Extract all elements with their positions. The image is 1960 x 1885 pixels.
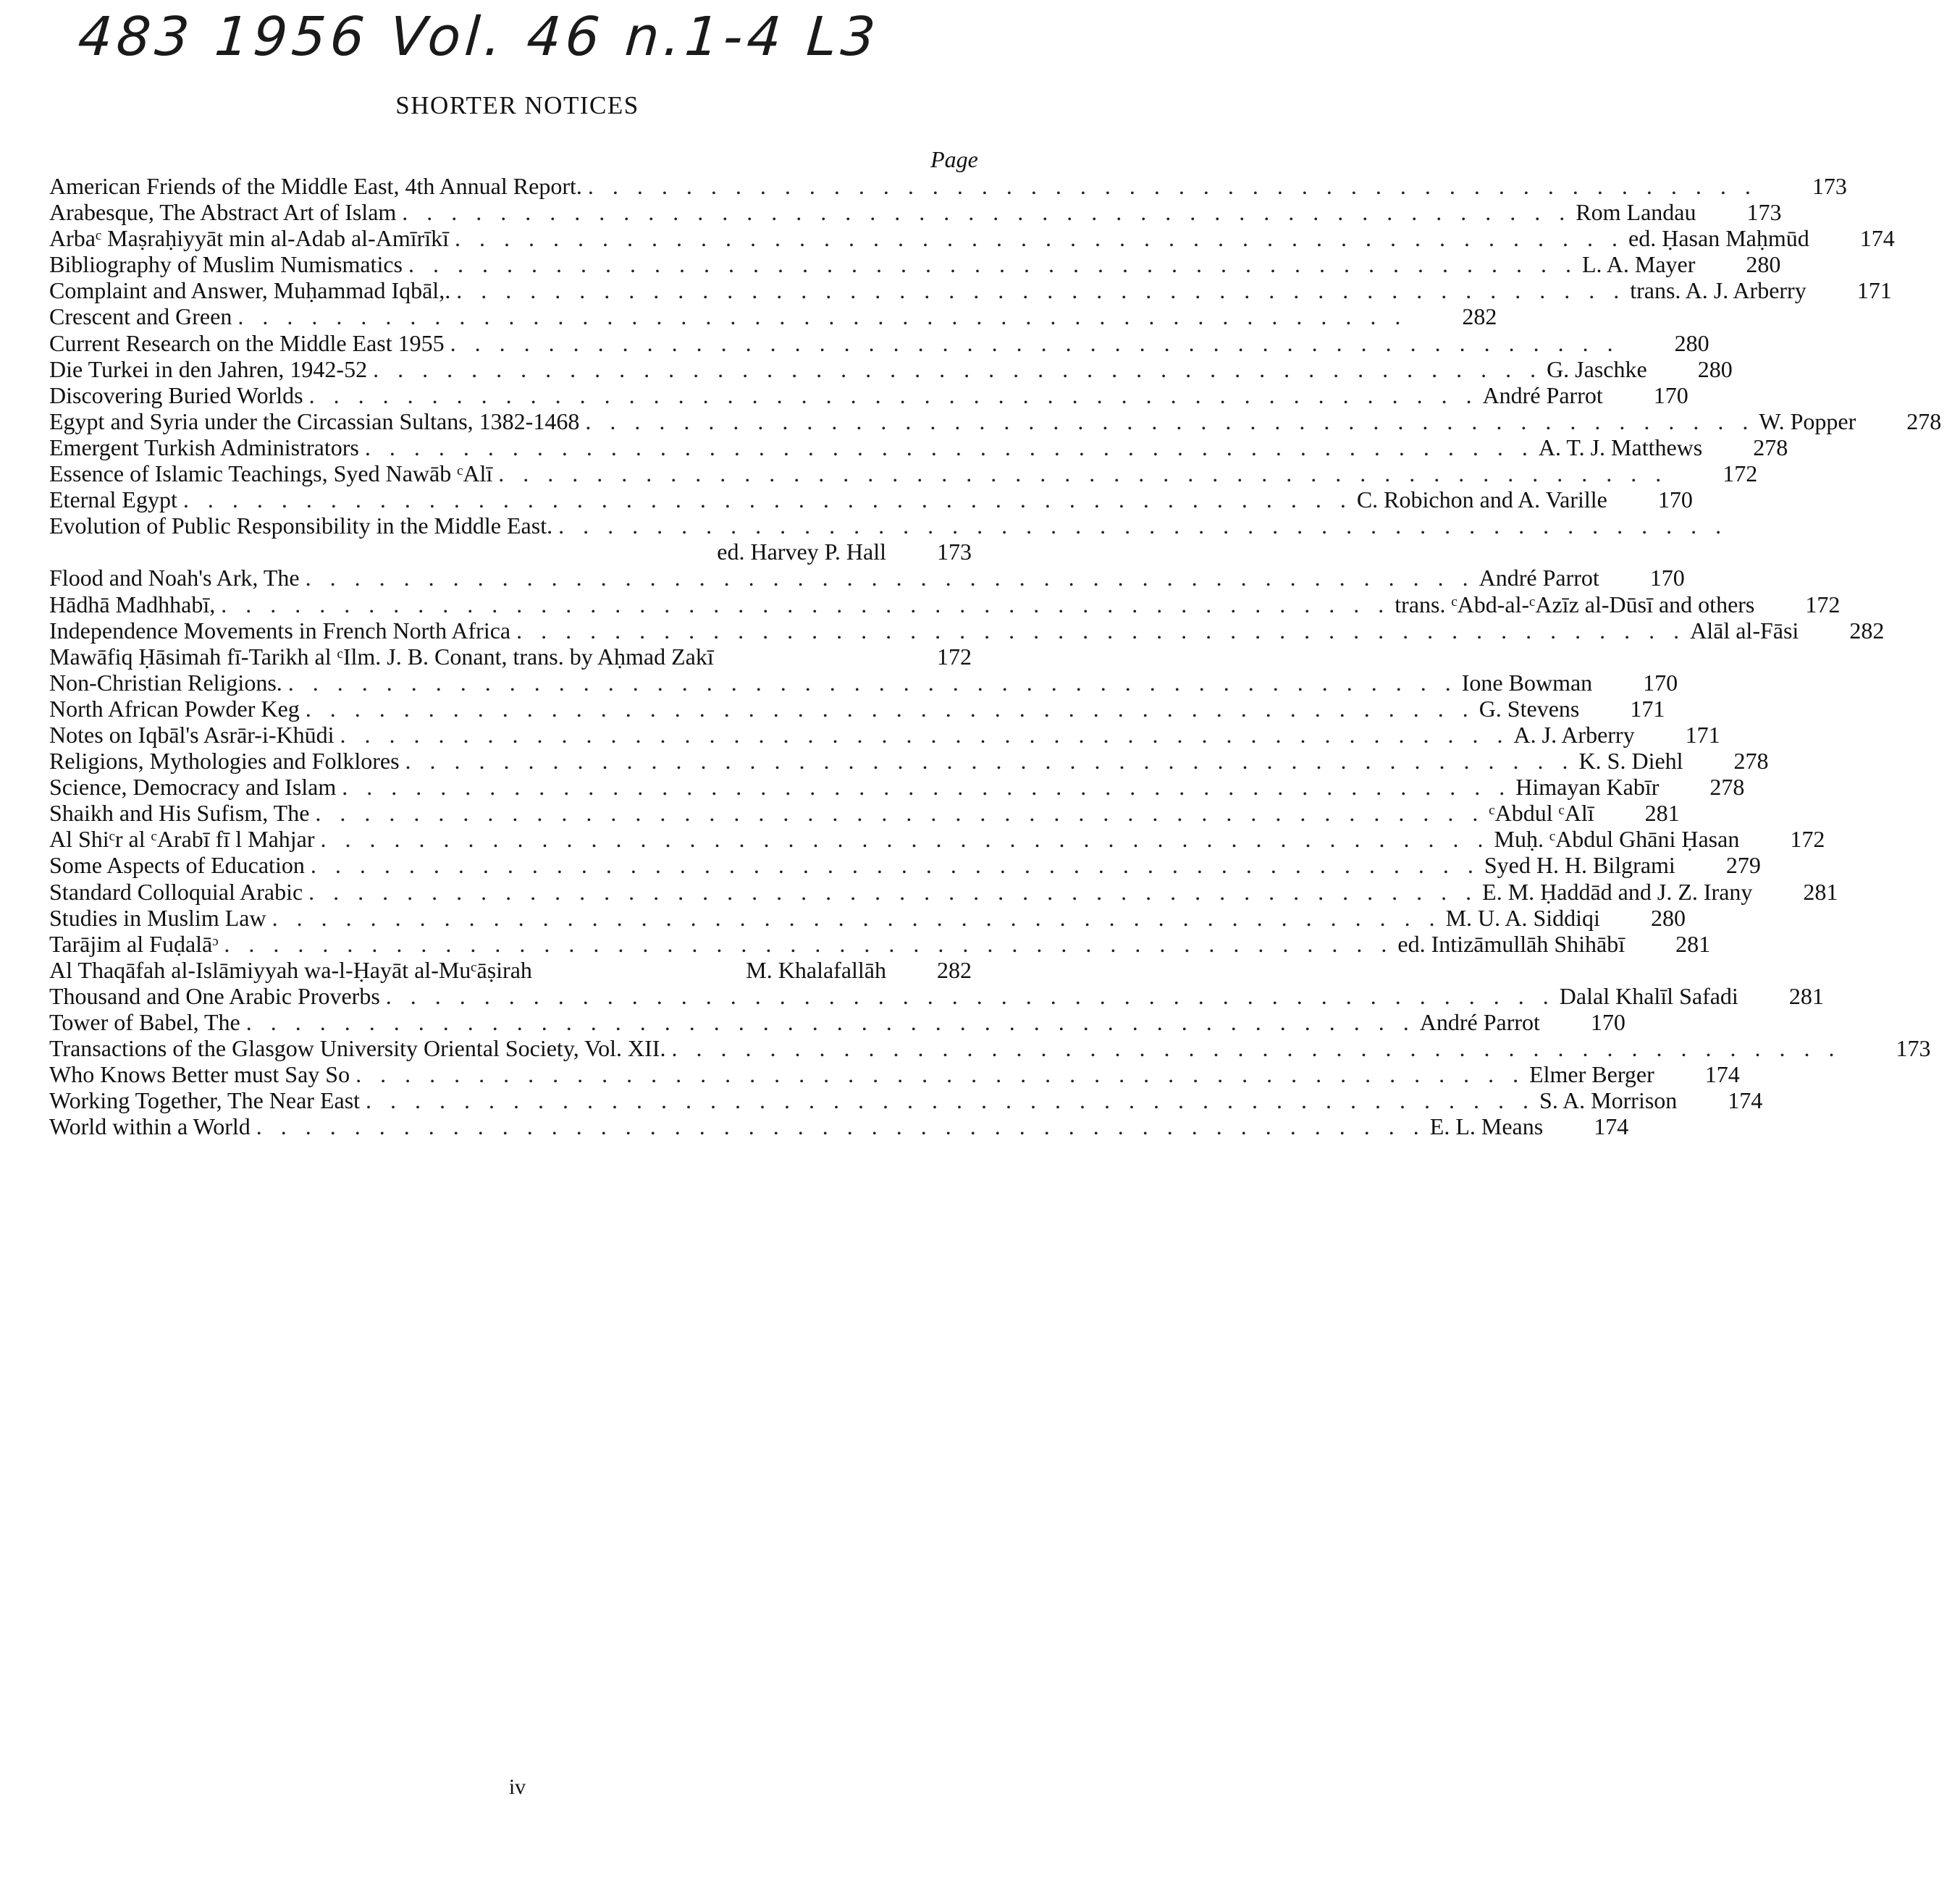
entry-page-number: 280 (1746, 251, 1781, 278)
handwritten-call-number: 483 1956 Vol. 46 n.1-4 L3 (75, 6, 882, 68)
dot-leader: . . . . . . . . . . . . . . . . . . . . . . . . . . . . . . . . . . . . . . . . . . . . . . . . (320, 826, 1490, 853)
entry-title: World within a World (49, 1113, 251, 1140)
index-entry (49, 329, 1709, 356)
entry-page-number: 172 (1805, 591, 1841, 617)
index-entry (49, 1035, 1931, 1062)
entry-page-number: 174 (1728, 1087, 1763, 1114)
entry-page-number: 281 (1803, 878, 1838, 905)
entry-author: Himayan Kabīr (1515, 774, 1660, 801)
entry-title: Some Aspects of Education (49, 852, 305, 879)
entry-page-number: 282 (1462, 303, 1497, 330)
entry-page-number: 281 (1675, 930, 1711, 957)
index-entry (49, 199, 1782, 226)
entry-author: K. S. Diehl (1578, 748, 1683, 775)
entry-title: Arbaᶜ Maṣraḥiyyāt min al-Adab al-Amīrīkī (49, 225, 450, 252)
entry-page-number: 278 (1709, 774, 1745, 801)
entry-author: W. Popper (1759, 408, 1856, 434)
entry-author: Syed H. H. Bilgrami (1484, 852, 1675, 879)
entry-author: A. T. J. Matthews (1538, 434, 1703, 460)
entry-author: Rom Landau (1576, 199, 1696, 226)
index-entry (49, 1009, 1625, 1035)
entry-author: G. Stevens (1479, 695, 1580, 722)
dot-leader: . . . . . . . . . . . . . . . . . . . . . . . . . . . . . . . . . . . . . . . . . . . . . . . . (671, 1035, 1841, 1062)
entry-page-number: 282 (1849, 617, 1885, 644)
dot-leader: . . . . . . . . . . . . . . . . . . . . . . . . . . . . . . . . . . . . . . . . . . . . . . . . (455, 225, 1625, 252)
entry-title: Emergent Turkish Administrators (49, 434, 359, 460)
dot-leader: . . . . . . . . . . . . . . . . . . . . . . . . . . . . . . . . . . . . . . . . . . . . . . . . (221, 591, 1391, 617)
dot-leader: . . . . . . . . . . . . . . . . . . . . . . . . . . . . . . . . . . . . . . . . . . . . . . . . (516, 617, 1686, 644)
index-entry (49, 930, 1711, 957)
dot-leader: . . . . . . . . . . . . . . . . . . . . . . . . . . . . . . . . . . . . . . . . . . . . . . . . (405, 748, 1575, 775)
index-entry (49, 591, 1841, 617)
entry-page-number: 170 (1657, 486, 1693, 513)
index-entry (49, 826, 1825, 853)
entry-title: Complaint and Answer, Muḥammad Iqbāl,. (49, 277, 451, 304)
dot-leader: . . . . . . . . . . . . . . . . . . . . . . . . . . . . . . . . . . . . . . . . . . . . . . . . (305, 695, 1475, 722)
entry-author: G. Jaschke (1547, 355, 1647, 382)
notices-index-list (49, 173, 1942, 1140)
entry-page-number: 172 (1790, 826, 1825, 853)
entry-title: Tarājim al Fuḍalāᵓ (49, 930, 219, 957)
entry-page-number: 172 (937, 643, 972, 670)
index-entry (49, 277, 1892, 304)
dot-leader: . . . . . . . . . . . . . . . . . . . . . . . . . . . . . . . . . . . . . . . . . . . . . . . . (498, 460, 1668, 487)
entry-title: Arabesque, The Abstract Art of Islam (49, 199, 397, 226)
index-entry (49, 355, 1733, 382)
entry-author: A. J. Arberry (1513, 721, 1635, 748)
entry-author: Elmer Berger (1529, 1061, 1654, 1088)
entry-author: André Parrot (1482, 381, 1603, 408)
entry-author: M. U. A. Siddiqi (1445, 904, 1600, 931)
page-column-label: Page (930, 146, 978, 172)
entry-author: André Parrot (1419, 1009, 1540, 1035)
index-entry (49, 565, 1685, 591)
dot-leader: . . . . . . . . . . . . . . . . . . . . . . . . . . . . . . . . . . . . . . . . . . . . . . . . (366, 1087, 1536, 1114)
index-entry (49, 251, 1781, 278)
index-entry (49, 669, 1678, 696)
index-entry (49, 957, 990, 983)
entry-author: C. Robichon and A. Varille (1356, 486, 1607, 513)
entry-title: Science, Democracy and Islam (49, 774, 337, 801)
entry-page-number: 280 (1697, 355, 1733, 382)
entry-title: Mawāfiq Ḥāsimah fī-Tarikh al ᶜIlm. J. B. Conant, trans. by Aḥmad Zakī (49, 643, 714, 670)
entry-title: Crescent and Green (49, 303, 232, 330)
entry-title: Flood and Noah's Ark, The (49, 565, 300, 591)
index-entry (49, 904, 1686, 931)
entry-page-number: 171 (1685, 721, 1720, 748)
entry-page-number: 173 (937, 539, 972, 565)
entry-title: Shaikh and His Sufism, The (49, 800, 310, 827)
entry-title: Religions, Mythologies and Folklores (49, 748, 400, 775)
entry-title: Bibliography of Muslim Numismatics (49, 251, 403, 278)
entry-page-number: 171 (1856, 277, 1892, 304)
entry-title: American Friends of the Middle East, 4th Annual Report. (49, 173, 582, 199)
entry-page-number: 280 (1674, 329, 1709, 356)
dot-leader: . . . . . . . . . . . . . . . . . . . . . . . . . . . . . . . . . . . . . . . . . . . . . . . . (402, 199, 1572, 226)
index-entry (49, 1061, 1740, 1088)
entry-author: E. L. Means (1429, 1113, 1544, 1140)
dot-leader: . . . . . . . . . . . . . . . . . . . . . . . . . . . . . . . . . . . . . . . . . . . . . . . . (224, 930, 1394, 957)
dot-leader: . . . . . . . . . . . . . . . . . . . . . . . . . . . . . . . . . . . . . . . . . . . . . . . . (308, 381, 1479, 408)
dot-leader: . . . . . . . . . . . . . . . . . . . . . . . . . . . . . . . . . . . . . . . . . . . . . . . . (340, 721, 1510, 748)
entry-title: Al Shiᶜr al ᶜArabī fī l Mahjar (49, 826, 315, 853)
dot-leader: . . . . . . . . . . . . . . . . . . . . . . . . . . . . . . . . . . . . . . . . . . . . . . . . (308, 878, 1479, 905)
entry-author: Alāl al-Fāsi (1690, 617, 1799, 644)
entry-title: Hādhā Madhhabī, (49, 591, 216, 617)
entry-page-number: 170 (1590, 1009, 1625, 1035)
dot-leader: . . . . . . . . . . . . . . . . . . . . . . . . . . . . . . . . . . . . . . . . . . . . . . . . (237, 303, 1408, 330)
entry-title: Evolution of Public Responsibility in the Middle East. (49, 513, 553, 539)
entry-page-number: 170 (1643, 669, 1678, 696)
index-entry (49, 408, 1942, 434)
index-entry (49, 381, 1688, 408)
entry-page-number: 278 (1906, 408, 1942, 434)
index-entry (49, 434, 1788, 460)
entry-title: North African Powder Keg (49, 695, 300, 722)
entry-page-number: 174 (1859, 225, 1895, 252)
entry-author: E. M. Ḥaddād and J. Z. Irany (1482, 878, 1753, 905)
index-entry (49, 1113, 1629, 1140)
dot-leader: . . . . . . . . . . . . . . . . . . . . . . . . . . . . . . . . . . . . . . . . . . . . . . . . (245, 1009, 1416, 1035)
dot-leader: . . . . . . . . . . . . . . . . . . . . . . . . . . . . . . . . . . . . . . . . . . . . . . . . (256, 1113, 1426, 1140)
index-entry (49, 1087, 1763, 1114)
entry-page-number: 278 (1753, 434, 1788, 460)
entry-title: Transactions of the Glasgow University Oriental Society, Vol. XII. (49, 1035, 666, 1062)
entry-author: trans. ᶜAbd-al-ᶜAzīz al-Dūsī and others (1395, 591, 1755, 617)
entry-author: ed. Intizāmullāh Shihābī (1397, 930, 1625, 957)
entry-page-number: 280 (1650, 904, 1686, 931)
entry-title: Tower of Babel, The (49, 1009, 240, 1035)
dot-leader: . . . . . . . . . . . . . . . . . . . . . . . . . . . . . . . . . . . . . . . . . . . . . . . . (272, 904, 1442, 931)
dot-leader: . . . . . . . . . . . . . . . . . . . . . . . . . . . . . . . . . . . . . . . . . . . . . . . . (373, 355, 1543, 382)
entry-page-number: 173 (1746, 199, 1782, 226)
entry-author: trans. A. J. Arberry (1630, 277, 1807, 304)
entry-author: ᶜAbdul ᶜAlī (1489, 800, 1594, 827)
entry-page-number: 173 (1896, 1035, 1931, 1062)
dot-leader: . . . . . . . . . . . . . . . . . . . . . . . . . . . . . . . . . . . . . . . . . . . . . . . . (310, 852, 1480, 879)
entry-title: Die Turkei in den Jahren, 1942-52 (49, 355, 368, 382)
dot-leader: . . . . . . . . . . . . . . . . . . . . . . . . . . . . . . . . . . . . . . . . . . . . . . . . (342, 774, 1512, 801)
index-entry (49, 748, 1769, 775)
dot-leader: . . . . . . . . . . . . . . . . . . . . . . . . . . . . . . . . . . . . . . . . . . . . . . . . (356, 1061, 1526, 1088)
entry-title: Thousand and One Arabic Proverbs (49, 982, 380, 1009)
dot-leader: . . . . . . . . . . . . . . . . . . . . . . . . . . . . . . . . . . . . . . . . . . . . . . . . (305, 565, 1475, 591)
entry-page-number: 282 (937, 956, 972, 983)
index-entry (49, 982, 1824, 1009)
entry-title: Eternal Egypt (49, 486, 177, 513)
entry-author: André Parrot (1479, 565, 1599, 591)
entry-title: Working Together, The Near East (49, 1087, 361, 1114)
entry-page-number: 173 (1812, 173, 1847, 199)
dot-leader: . . . . . . . . . . . . . . . . . . . . . . . . . . . . . . . . . . . . . . . . . . . . . . . . (450, 329, 1620, 356)
entry-author: S. A. Morrison (1539, 1087, 1678, 1114)
entry-page-number: 174 (1594, 1113, 1629, 1140)
index-entry (49, 695, 1665, 722)
entry-author: Muḥ. ᶜAbdul Ghāni Ḥasan (1494, 826, 1740, 853)
index-entry (49, 878, 1838, 905)
index-entry (49, 539, 990, 565)
index-entry (49, 173, 1847, 199)
entry-author: Dalal Khalīl Safadi (1559, 982, 1738, 1009)
index-entry (49, 800, 1680, 827)
dot-leader: . . . . . . . . . . . . . . . . . . . . . . . . . . . . . . . . . . . . . . . . . . . . . . . . (287, 669, 1458, 696)
entry-page-number: 281 (1788, 982, 1824, 1009)
dot-leader: . . . . . . . . . . . . . . . . . . . . . . . . . . . . . . . . . . . . . . . . . . . . . . . . (315, 800, 1485, 827)
entry-page-number: 174 (1704, 1061, 1740, 1088)
entry-page-number: 281 (1644, 800, 1680, 827)
entry-title: Who Knows Better must Say So (49, 1061, 350, 1088)
entry-page-number: 278 (1733, 748, 1769, 775)
entry-page-number: 171 (1630, 695, 1665, 722)
index-entry (49, 852, 1761, 879)
index-entry (49, 617, 1885, 644)
entry-author: L. A. Mayer (1581, 251, 1696, 278)
entry-title: Current Research on the Middle East 1955 (49, 329, 445, 356)
page-folio: iv (508, 1775, 526, 1799)
entry-author: ed. Ḥasan Maḥmūd (1628, 225, 1809, 252)
dot-leader: . . . . . . . . . . . . . . . . . . . . . . . . . . . . . . . . . . . . . . . . . . . . . . . . (364, 434, 1534, 460)
dot-leader: . . . . . . . . . . . . . . . . . . . . . . . . . . . . . . . . . . . . . . . . . . . . . . . . (587, 173, 1757, 199)
index-entry (49, 460, 1758, 487)
entry-title: Independence Movements in French North Africa (49, 617, 511, 644)
dot-leader: . . . . . . . . . . . . . . . . . . . . . . . . . . . . . . . . . . . . . . . . . . . . . . . . (585, 408, 1755, 434)
entry-page-number: 279 (1725, 852, 1761, 879)
entry-title: Non-Christian Religions. (49, 669, 282, 696)
entry-title: Notes on Iqbāl's Asrār-i-Khūdi (49, 721, 335, 748)
entry-author: Ione Bowman (1461, 669, 1593, 696)
entry-title: Standard Colloquial Arabic (49, 878, 303, 905)
index-entry (49, 774, 1745, 801)
entry-title: Studies in Muslim Law (49, 904, 266, 931)
dot-leader: . . . . . . . . . . . . . . . . . . . . . . . . . . . . . . . . . . . . . . . . . . . . . . . . (408, 251, 1578, 278)
index-entry (49, 303, 1497, 330)
entry-title: Discovering Buried Worlds (49, 381, 303, 408)
index-entry (49, 225, 1895, 252)
entry-title: Egypt and Syria under the Circassian Sultans, 1382-1468 (49, 408, 580, 434)
index-entry (49, 644, 990, 670)
entry-page-number: 172 (1723, 460, 1758, 487)
index-entry (49, 486, 1693, 513)
dot-leader: . . . . . . . . . . . . . . . . . . . . . . . . . . . . . . . . . . . . . . . . . . . . . . . . (182, 486, 1353, 513)
entry-title: Essence of Islamic Teachings, Syed Nawāb ᶜAlī (49, 460, 493, 487)
entry-author: ed. Harvey P. Hall (717, 539, 886, 565)
entry-page-number: 170 (1653, 381, 1688, 408)
index-entry (49, 513, 1728, 539)
dot-leader: . . . . . . . . . . . . . . . . . . . . . . . . . . . . . . . . . . . . . . . . . . . . . . . . (456, 277, 1626, 304)
dot-leader: . . . . . . . . . . . . . . . . . . . . . . . . . . . . . . . . . . . . . . . . . . . . . . . . (558, 513, 1728, 539)
index-entry (49, 721, 1720, 748)
entry-author: M. Khalafallāh (746, 956, 886, 983)
page-heading: SHORTER NOTICES (395, 91, 639, 119)
entry-title: Al Thaqāfah al-Islāmiyyah wa-l-Ḥayāt al-Muᶜāṣirah (49, 956, 532, 983)
dot-leader: . . . . . . . . . . . . . . . . . . . . . . . . . . . . . . . . . . . . . . . . . . . . . . . . (385, 982, 1555, 1009)
entry-page-number: 170 (1649, 565, 1685, 591)
